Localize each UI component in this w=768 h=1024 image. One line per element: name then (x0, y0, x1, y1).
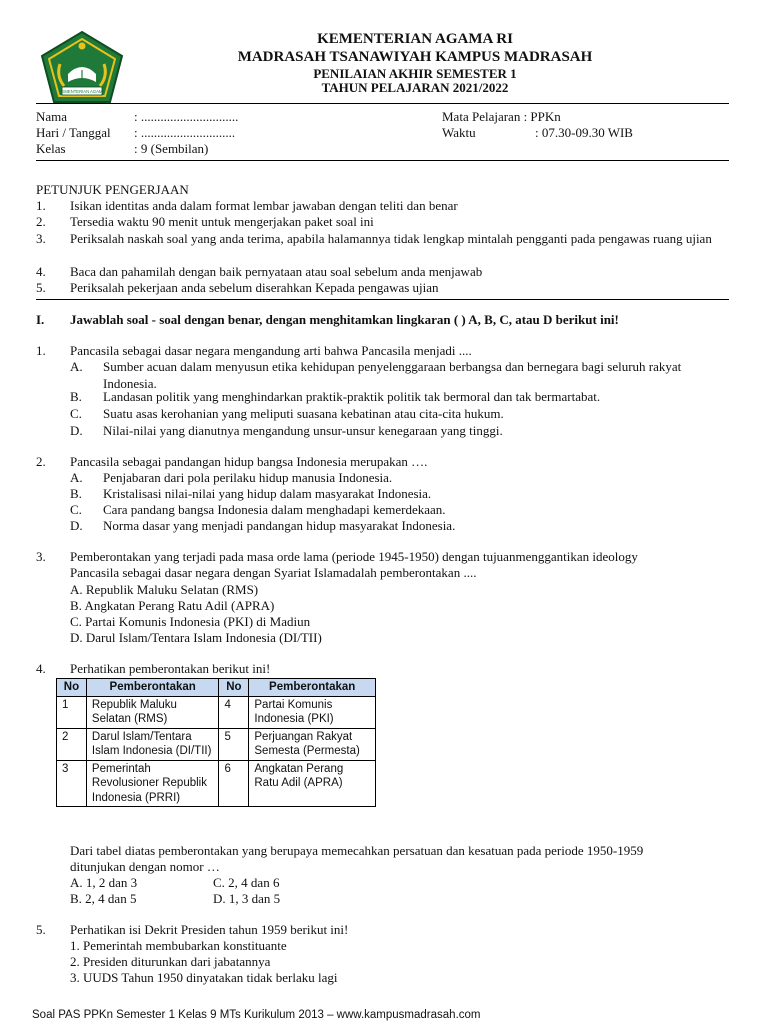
table-cell: Angkatan Perang Ratu Adil (APRA) (249, 760, 376, 807)
option-b[interactable]: B. 2, 4 dan 5 (70, 891, 137, 906)
table-cell: 3 (57, 760, 87, 807)
table-cell: 6 (219, 760, 249, 807)
table-cell: 5 (219, 728, 249, 760)
table-cell: Darul Islam/Tentara Islam Indonesia (DI/TII) (86, 728, 219, 760)
table-cell: 4 (219, 696, 249, 728)
question-4-text: Dari tabel diatas pemberontakan yang berupaya memecahkan persatuan dan kesatuan pada periode 1950-1959 (70, 843, 644, 858)
decree-item: 1. Pemerintah membubarkan konstituante (70, 938, 287, 953)
option-d[interactable]: D. Darul Islam/Tentara Islam Indonesia (DI/TII) (70, 630, 322, 645)
option-b[interactable]: B. Angkatan Perang Ratu Adil (APRA) (70, 598, 275, 613)
kelas-label: Kelas (36, 141, 66, 156)
table-header-row (57, 679, 376, 697)
question-4-text: ditunjukan dengan nomor … (70, 859, 220, 874)
kelas-value: : 9 (Sembilan) (134, 141, 209, 156)
academic-year: TAHUN PELAJARAN 2021/2022 (321, 80, 509, 95)
table-row (57, 760, 376, 807)
table-cell: 1 (57, 696, 87, 728)
rebellion-table (56, 678, 376, 807)
table-cell: Partai Komunis Indonesia (PKI) (249, 696, 376, 728)
waktu-label: Waktu (442, 125, 476, 140)
waktu-value: : 07.30-09.30 WIB (535, 125, 633, 140)
table-cell: Pemerintah Revolusioner Republik Indonesia (PRRI) (86, 760, 219, 807)
decree-item: 3. UUDS Tahun 1950 dinyatakan tidak berlaku lagi (70, 970, 338, 985)
table-row (57, 728, 376, 760)
option-a[interactable]: A. 1, 2 dan 3 (70, 875, 138, 890)
table-row (57, 696, 376, 728)
header-divider (36, 103, 729, 104)
school-name: MADRASAH TSANAWIYAH KAMPUS MADRASAH (237, 49, 593, 65)
option-c[interactable]: C. 2, 4 dan 6 (213, 875, 280, 890)
column-header: Pemberontakan (249, 679, 376, 697)
kemenag-logo (38, 30, 126, 106)
nama-label: Nama (36, 109, 68, 124)
table-cell: Republik Maluku Selatan (RMS) (86, 696, 219, 728)
option-d[interactable]: D. 1, 3 dan 5 (213, 891, 281, 906)
exam-name: PENILAIAN AKHIR SEMESTER 1 (313, 66, 517, 81)
mapel-label: Mata Pelajaran : PPKn (442, 109, 561, 124)
table-cell: 2 (57, 728, 87, 760)
identity-block (36, 109, 736, 161)
option-a[interactable]: A. Republik Maluku Selatan (RMS) (70, 582, 259, 597)
instructions-title: PETUNJUK PENGERJAAN (36, 182, 189, 197)
svg-text:KEMENTERIAN AGAMA: KEMENTERIAN AGAMA (58, 89, 106, 94)
decree-item: 2. Presiden diturunkan dari jabatannya (70, 954, 271, 969)
nama-field[interactable]: : .............................. (134, 109, 239, 124)
ministry-title: KEMENTERIAN AGAMA RI (317, 31, 513, 47)
option-c[interactable]: C. Partai Komunis Indonesia (PKI) di Madiun (70, 614, 311, 629)
page-footer: Soal PAS PPKn Semester 1 Kelas 9 MTs Kurikulum 2013 – www.kampusmadrasah.com (32, 1009, 481, 1021)
table-cell: Perjuangan Rakyat Semesta (Permesta) (249, 728, 376, 760)
hari-field[interactable]: : ............................. (134, 125, 236, 140)
column-header: No (219, 679, 249, 697)
column-header: Pemberontakan (86, 679, 219, 697)
column-header: No (57, 679, 87, 697)
identity-divider (36, 160, 729, 161)
instructions-divider (36, 299, 729, 300)
question-3-line2: Pancasila sebagai dasar negara dengan Syariat Islamadalah pemberontakan .... (70, 565, 477, 580)
hari-label: Hari / Tanggal (36, 125, 111, 140)
